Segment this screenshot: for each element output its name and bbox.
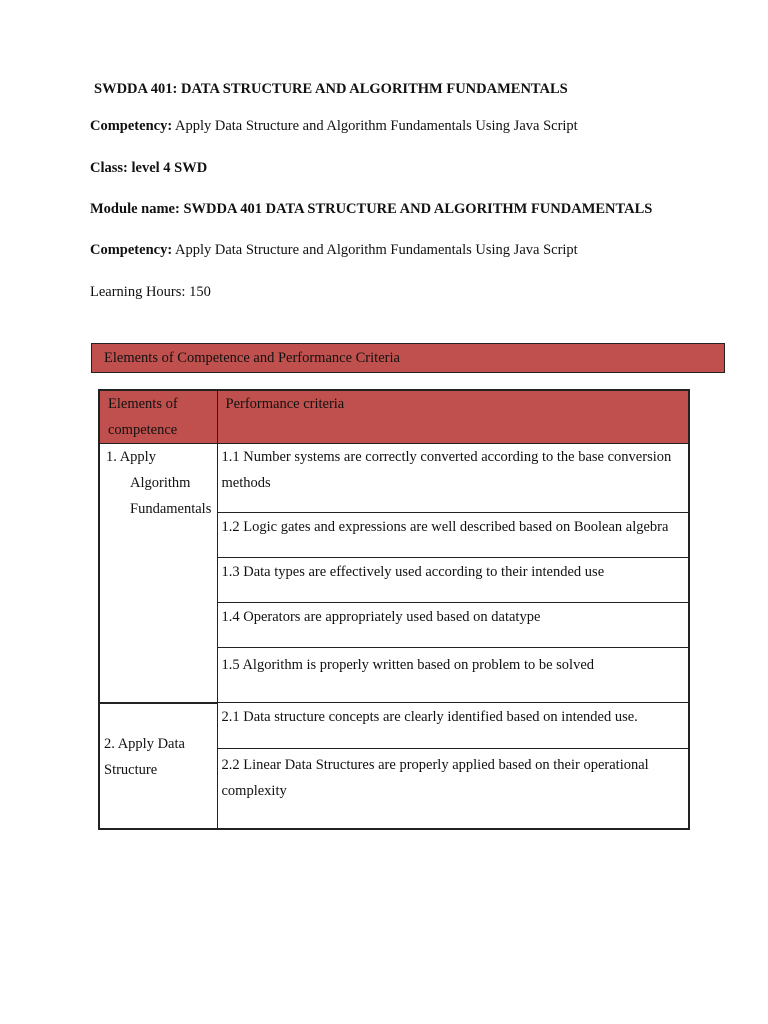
col-header-elements: Elements of competence [99, 390, 217, 444]
class-line: Class: level 4 SWD [90, 160, 208, 176]
criterion-2-2: 2.2 Linear Data Structures are properly applied based on their operational complexity [217, 749, 689, 830]
table-header-row [99, 390, 689, 444]
criterion-1-1: 1.1 Number systems are correctly converted according to the base conversion methods [217, 444, 689, 513]
module-value: SWDDA 401 DATA STRUCTURE AND ALGORITHM FUNDAMENTALS [183, 201, 653, 217]
element-cell-1 [99, 444, 217, 703]
criteria-table [98, 389, 690, 830]
competency-line-2 [90, 242, 578, 259]
col-header-criteria: Performance criteria [217, 390, 689, 444]
module-line [90, 201, 652, 218]
element2-line2: Structure [104, 761, 158, 778]
criterion-1-3: 1.3 Data types are effectively used according to their intended use [217, 558, 689, 603]
element1-line1: 1. Apply [106, 449, 156, 465]
element1-line3: Fundamentals [130, 501, 212, 517]
competency2-label: Competency: [90, 242, 173, 258]
table-row [99, 703, 689, 749]
hours-label: Learning Hours: [90, 284, 186, 300]
competency-line [90, 118, 578, 135]
criterion-1-5: 1.5 Algorithm is properly written based on problem to be solved [217, 648, 689, 703]
competency-label: Competency: [90, 118, 173, 134]
competency2-value: Apply Data Structure and Algorithm Fundamentals Using Java Script [174, 242, 578, 258]
criterion-2-1: 2.1 Data structure concepts are clearly identified based on intended use. [217, 703, 689, 749]
competency-value: Apply Data Structure and Algorithm Fundamentals Using Java Script [174, 118, 578, 134]
element-cell-2 [99, 703, 217, 830]
document-title: SWDDA 401: DATA STRUCTURE AND ALGORITHM FUNDAMENTALS [94, 81, 568, 97]
element1-line2: Algorithm [130, 475, 191, 491]
criterion-1-2: 1.2 Logic gates and expressions are well described based on Boolean algebra [217, 513, 689, 558]
learning-hours-line [90, 284, 211, 301]
criterion-1-4: 1.4 Operators are appropriately used based on datatype [217, 603, 689, 648]
module-label: Module name: [90, 201, 180, 217]
table-row [99, 444, 689, 513]
hours-value: 150 [189, 284, 211, 300]
section-title-bar: Elements of Competence and Performance Criteria [91, 343, 725, 373]
element2-line1: 2. Apply Data [104, 735, 185, 752]
